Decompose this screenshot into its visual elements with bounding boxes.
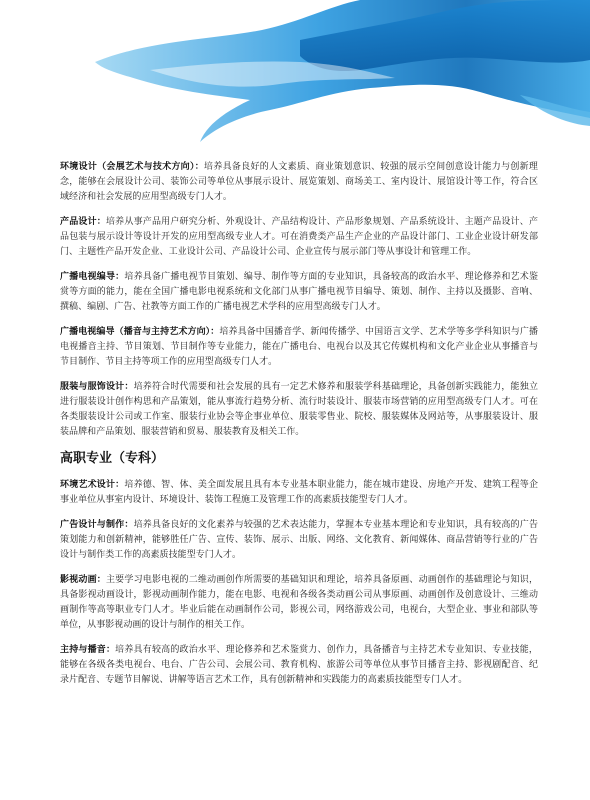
program-name: 广播电视编导： — [60, 272, 125, 282]
program-name: 服装与服饰设计： — [60, 382, 134, 392]
program-fashion-design — [60, 380, 538, 440]
vocational-section-heading: 高职专业（专科） — [60, 451, 165, 466]
program-description: 培养从事产品用户研究分析、外观设计、产品结构设计、产品形象规划、产品系统设计、主题产品设计、产品包装与展示设计等设计开发的应用型高级专业人才。可在消费类产品生产企业的产品设计部门、工业企业设计研发部门、主题性产品开发企业、工业设计公司、产品设计公司、企业宣传与展示部门等从事设计和管理工作。 — [60, 217, 538, 257]
program-broadcast-directing — [60, 270, 538, 315]
program-description: 主要学习电影电视的二维动画创作所需要的基础知识和理论，培养具备原画、动画创作的基础理论与知识，具备影视动画设计，影视动画制作能力，能在电影、电视和各级各类动画公司从事原画、动画创作及创意设计、三维动画制作等高等职业专门人才。毕业后能在动画制作公司，影视公司，网络游戏公司，电视台，大型企业、事业和部队等单位，从事影视动画的设计与制作的相关工作。 — [60, 575, 538, 630]
program-name: 环境设计（会展艺术与技术方向）： — [60, 162, 205, 172]
program-name: 影视动画： — [60, 575, 106, 585]
program-name: 广播电视编导（播音与主持艺术方向）： — [60, 327, 220, 337]
program-advertising-design — [60, 518, 538, 563]
program-description: 培养具备中国播音学、新闻传播学、中国语言文学、艺术学等多学科知识与广播电视播音主持、节目策划、节目制作等专业能力，能在广播电台、电视台以及其它传媒机构和文化产业企业从事播音与节目制作、节目主持等项工作的应用型高级专门人才。 — [60, 327, 538, 367]
program-name: 产品设计： — [60, 217, 106, 227]
main-content — [60, 160, 538, 698]
program-name: 广告设计与制作： — [60, 520, 134, 530]
program-description: 培养具备广播电视节目策划、编导、制作等方面的专业知识，具备较高的政治水平、理论修养和艺术鉴赏等方面的能力，能在全国广播电影电视系统和文化部门从事广播电视节目编导、策划、制作、主持以及摄影、音响、撰稿、编剧、广告、社教等方面工作的广播电视艺术学科的应用型高级专门人才。 — [60, 272, 538, 312]
program-description: 培养具备良好的文化素养与较强的艺术表达能力，掌握本专业基本理论和专业知识，具有较高的广告策划能力和创新精神，能够胜任广告、宣传、装饰、展示、出版、网络、文化教育、新闻媒体、商品营销等行业的广告设计与制作类工作的高素质技能型专门人才。 — [60, 520, 538, 560]
program-hosting-broadcasting — [60, 643, 538, 688]
program-description: 培养具有较高的政治水平、理论修养和艺术鉴赏力、创作力，具备播音与主持艺术专业知识、专业技能，能够在各级各类电视台、电台、广告公司、会展公司、教育机构、旅游公司等单位从事节目播音主持、影视剧配音、纪录片配音、专题节目解说、讲解等语言艺术工作，具有创新精神和实践能力的高素质技能型专门人才。 — [60, 645, 538, 685]
program-description: 培养具备良好的人文素质、商业策划意识、较强的展示空间创意设计能力与创新理念，能够在会展设计公司、装饰公司等单位从事展示设计、展览策划、商场美工、室内设计、展馆设计等工作，符合区域经济和社会发展的应用型高级专门人才。 — [60, 162, 538, 202]
blue-brush-banner — [0, 0, 590, 150]
program-product-design — [60, 215, 538, 260]
program-description: 培养符合时代需要和社会发展的具有一定艺术修养和服装学科基础理论，具备创新实践能力，能独立进行服装设计创作构思和产品策划，能从事流行趋势分析、流行时装设计、服装市场营销的应用型高级专门人才。可在各类服装设计公司或工作室、服装行业协会等企事业单位、服装零售业、院校、服装媒体及网站等，从事服装设计、服装品牌和产品策划、服装营销和贸易、服装教育及相关工作。 — [60, 382, 538, 437]
program-environmental-art-design — [60, 478, 538, 508]
program-environment-design-exhibition — [60, 160, 538, 205]
program-broadcast-hosting — [60, 325, 538, 370]
program-description: 培养德、智、体、美全面发展且具有本专业基本职业能力，能在城市建设、房地产开发、建筑工程等企事业单位从事室内设计、环境设计、装饰工程施工及管理工作的高素质技能型专门人才。 — [60, 480, 538, 505]
program-film-animation — [60, 573, 538, 633]
program-name: 主持与播音： — [60, 645, 116, 655]
program-name: 环境艺术设计： — [60, 480, 125, 490]
